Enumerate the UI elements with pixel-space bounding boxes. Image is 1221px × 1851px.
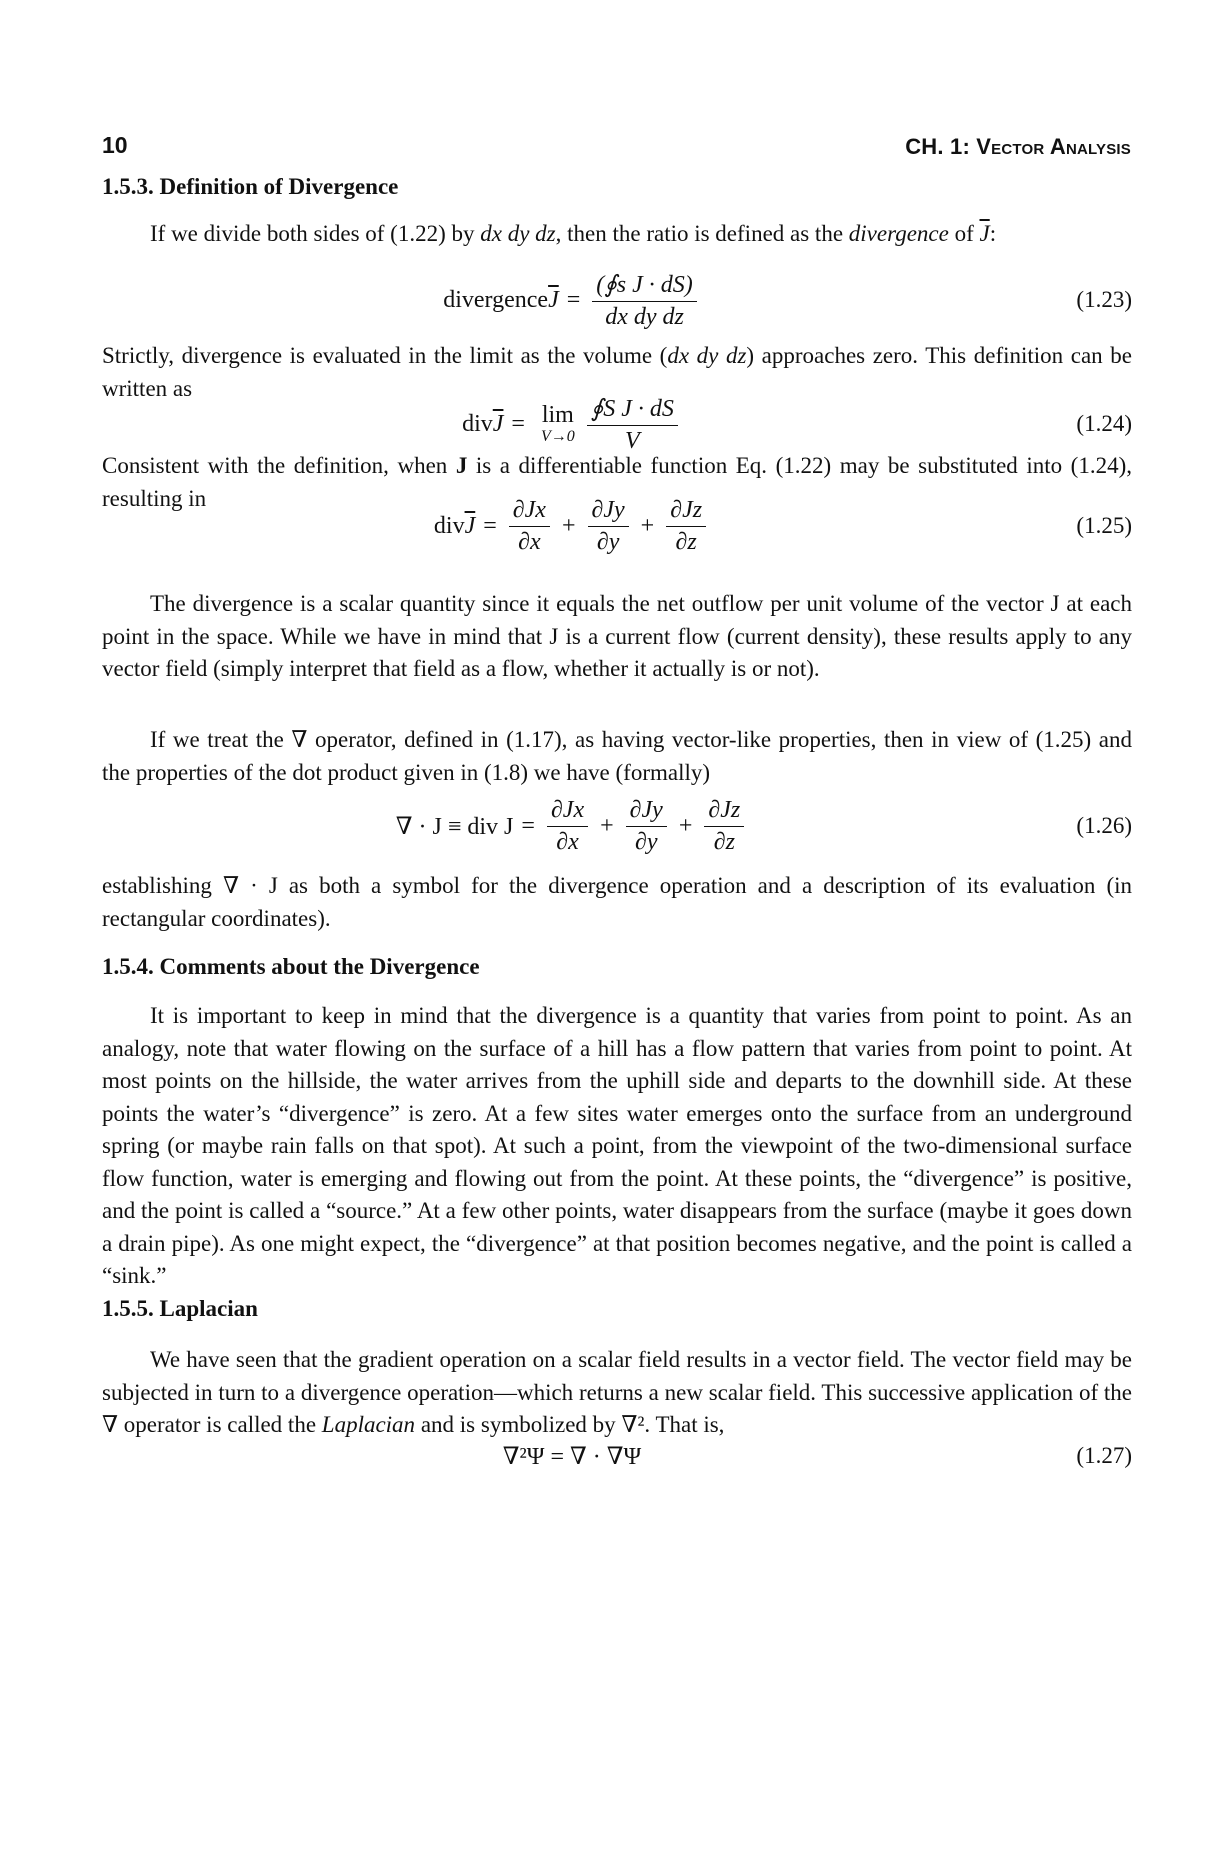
paragraph: It is important to keep in mind that the divergence is a quantity that varies from point to point. As an analogy, note that water flowing on the surface of a hill has a flow pattern that varies from point to point. At most points on the hillside, the water arrives from the uphill side and departs to the downhill side. At these points the water’s “divergence” is zero. At a few sites water emerges onto the surface from an underground spring (or maybe rain falls on that spot). At such a point, from the viewpoint of the two-dimensional surface flow function, water is emerging and flowing out from the point. At these points, the “divergence” is positive, and the point is called a “source.” At a few other points, water disappears from the surface (maybe it goes down a drain pipe). As one might expect, the “divergence” at that position becomes negative, and the point is called a “sink.” bbox=[102, 1003, 1132, 1288]
equation-1-27: ∇²Ψ = ∇ · ∇Ψ (1.27) bbox=[502, 1443, 1132, 1470]
equation-number: (1.23) bbox=[1076, 287, 1132, 312]
paragraph: Strictly, divergence is evaluated in the limit as the volume (dx dy dz) approaches zero. This definition can be written as bbox=[102, 343, 1132, 401]
page-number: 10 bbox=[102, 132, 128, 158]
equation-1-25: div $\overline{J}$ = $\frac{\partial Jx}{\partial x}$ + $\frac{\partial Jy}{\partial y}$ + $\frac{\partial Jz}{\partial z}$ (1.25) bbox=[433, 496, 1132, 555]
equation-1-23: divergence $\overline{J}$ = $\frac{\text{(∮s J · dS)}}{\text{dx dy dz}}$ (1.23) bbox=[443, 271, 1132, 330]
equation-number: (1.26) bbox=[1076, 813, 1132, 838]
paragraph: The divergence is a scalar quantity since it equals the net outflow per unit volume of the vector J at each point in the space. While we have in mind that J is a current flow (current density), these results apply to any vector field (simply interpret that field as a flow, whether it actually is or not). bbox=[102, 591, 1132, 681]
paragraph: Consistent with the definition, when J is a differentiable function Eq. (1.22) may be substituted into (1.24), resulting in bbox=[102, 453, 1132, 511]
section-heading-1-5-4: 1.5.4. Comments about the Divergence bbox=[102, 954, 480, 979]
equation-1-24: div $\overline{J}$ = lim V→0 $\frac{\text{∮S J · dS}}{V}$ (1.24) bbox=[462, 395, 1132, 454]
section-heading-1-5-5: 1.5.5. Laplacian bbox=[102, 1296, 258, 1321]
paragraph: establishing ∇ · J as both a symbol for the divergence operation and a description of its evaluation (in rectangular coordinates). bbox=[102, 873, 1132, 931]
equation-number: (1.27) bbox=[1076, 1443, 1132, 1468]
equation-number: (1.25) bbox=[1076, 513, 1132, 538]
equation-number: (1.24) bbox=[1076, 411, 1132, 436]
paragraph: If we treat the ∇ operator, defined in (1.17), as having vector-like properties, then in view of (1.25) and the properties of the dot product given in (1.8) we have (formally) bbox=[102, 727, 1132, 785]
running-header: CH. 1: Vector Analysis bbox=[905, 134, 1131, 159]
paragraph: If we divide both sides of (1.22) by dx dy dz, then the ratio is defined as the divergence of $\overline{J}$: bbox=[150, 221, 997, 246]
equation-1-26: ∇ · J ≡ div J = $\frac{\partial Jx}{\partial x}$ + $\frac{\partial Jy}{\partial y}$ + $\frac{\partial Jz}{\partial z}$ (1.26) bbox=[395, 796, 1132, 855]
paragraph: We have seen that the gradient operation on a scalar field results in a vector field. The vector field may be subjected in turn to a divergence operation—which returns a new scalar field. This successive application of the ∇ operator is called the Laplacian and is symbolized by ∇². That is, bbox=[102, 1347, 1132, 1437]
section-heading-1-5-3: 1.5.3. Definition of Divergence bbox=[102, 174, 399, 199]
